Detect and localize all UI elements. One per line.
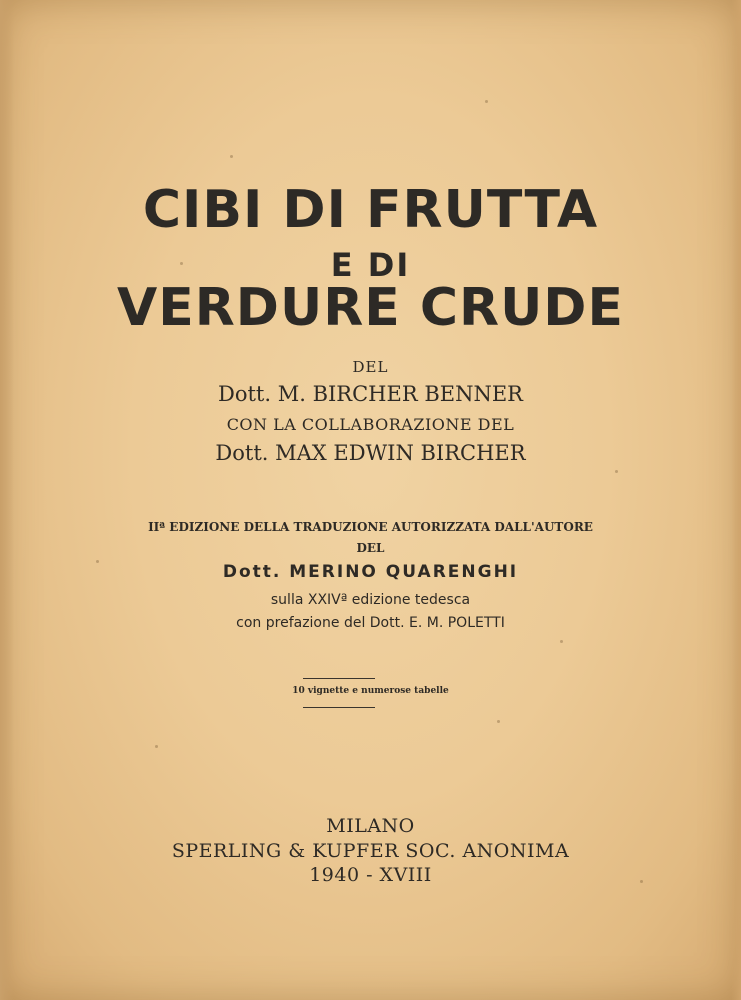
- rule-bottom: [303, 707, 375, 708]
- paper-speck: [485, 100, 488, 103]
- title-line-1: CIBI DI FRUTTA: [142, 180, 599, 240]
- translator-name: Dott. MERINO QUARENGHI: [222, 562, 519, 582]
- imprint-year: 1940 - XVIII: [309, 864, 432, 886]
- rule-top: [303, 678, 375, 679]
- paper-speck: [155, 745, 158, 748]
- illustrations-note: 10 vignette e numerose tabelle: [292, 686, 449, 696]
- edition-statement: IIª EDIZIONE DELLA TRADUZIONE AUTORIZZATA DALL'AUTORE: [148, 520, 593, 534]
- imprint-city: MILANO: [326, 815, 415, 837]
- paper-speck: [615, 470, 618, 473]
- author-primary: Dott. M. BIRCHER BENNER: [218, 382, 523, 406]
- source-edition: sulla XXIVª edizione tedesca: [270, 592, 471, 608]
- title-line-3: VERDURE CRUDE: [117, 278, 624, 338]
- paper-speck: [230, 155, 233, 158]
- imprint-publisher: SPERLING & KUPFER SOC. ANONIMA: [171, 840, 570, 862]
- paper-speck: [497, 720, 500, 723]
- author-secondary: Dott. MAX EDWIN BIRCHER: [215, 441, 526, 465]
- translator-by-label: DEL: [356, 541, 385, 555]
- paper-speck: [560, 640, 563, 643]
- by-label: DEL: [352, 358, 389, 376]
- preface-note: con prefazione del Dott. E. M. POLETTI: [236, 615, 505, 631]
- title-line-2: E DI: [330, 246, 411, 284]
- collaboration-label: CON LA COLLABORAZIONE DEL: [226, 415, 515, 434]
